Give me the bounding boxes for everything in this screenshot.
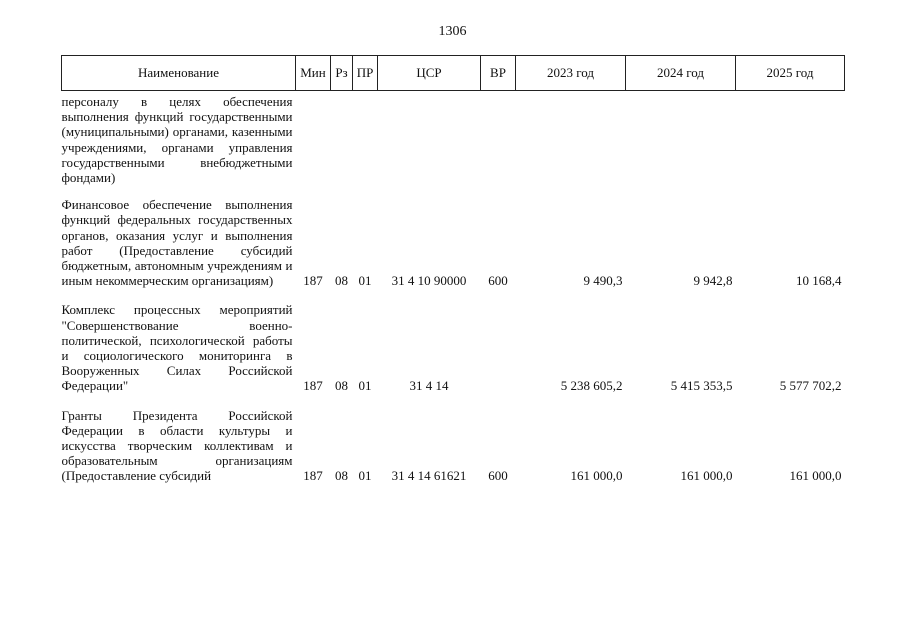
row-2024: 9 942,8 xyxy=(693,273,733,289)
column-header-2025: 2025 год xyxy=(736,56,845,91)
row-rz: 08 xyxy=(335,468,348,484)
column-header-csr: ЦСР xyxy=(378,56,481,91)
row-name: Гранты Президента Российской Федерации в области культуры и искусства творческим коллективам и образовательным организациям (Предоставление субсидий xyxy=(61,407,293,484)
table-row xyxy=(62,91,845,186)
table-row xyxy=(62,197,845,290)
row-2024: 5 415 353,5 xyxy=(670,378,733,394)
row-pr: 01 xyxy=(358,378,372,394)
row-2025: 5 577 702,2 xyxy=(779,378,842,394)
row-2025: 161 000,0 xyxy=(789,468,842,484)
row-2025: 10 168,4 xyxy=(796,273,842,289)
row-pr xyxy=(353,91,378,186)
table-row xyxy=(62,408,845,486)
row-rz: 08 xyxy=(335,273,348,289)
row-csr: 31 4 14 xyxy=(409,378,449,394)
row-vr: 600 xyxy=(488,273,508,289)
row-min: 187 xyxy=(303,468,323,484)
column-header-rz: Рз xyxy=(331,56,353,91)
column-header-2023: 2023 год xyxy=(516,56,626,91)
row-vr: 600 xyxy=(488,468,508,484)
row-2024 xyxy=(626,91,736,186)
row-csr xyxy=(378,91,481,186)
row-rz xyxy=(331,91,353,186)
row-name: персоналу в целях обеспечения выполнения функций государственными (муниципальными) органами, казенными учреждениями, органами управления государственными внебюджетными фондами) xyxy=(61,94,293,186)
column-header-vr: ВР xyxy=(481,56,516,91)
row-vr xyxy=(481,91,516,186)
row-2024: 161 000,0 xyxy=(680,468,733,484)
column-header-pr: ПР xyxy=(353,56,378,91)
row-2023 xyxy=(516,91,626,186)
row-pr: 01 xyxy=(358,468,372,484)
row-2025 xyxy=(736,91,845,186)
row-csr: 31 4 14 61621 xyxy=(391,468,467,484)
row-name: Финансовое обеспечение выполнения функций федеральных государственных органов, оказания услуг и выполнения работ (Предоставление субсидий бюджетным, автономным учреждениям и иным некоммерческим организациям) xyxy=(61,197,293,289)
row-rz: 08 xyxy=(335,378,348,394)
page-number: 1306 xyxy=(438,24,467,39)
row-csr: 31 4 10 90000 xyxy=(391,273,467,289)
row-2023: 5 238 605,2 xyxy=(560,378,623,394)
row-pr: 01 xyxy=(358,273,372,289)
column-header-min: Мин xyxy=(296,56,331,91)
row-2023: 9 490,3 xyxy=(583,273,623,289)
budget-table xyxy=(61,55,845,486)
table-row xyxy=(62,302,845,395)
table-header xyxy=(62,56,845,91)
row-min: 187 xyxy=(303,378,323,394)
row-min xyxy=(296,91,331,186)
row-name: Комплекс процессных мероприятий "Совершенствование военно-политической, психологической работы и социологического мониторинга в Вооруженных Силах Российской Федерации" xyxy=(61,302,293,394)
row-min: 187 xyxy=(303,273,323,289)
row-2023: 161 000,0 xyxy=(570,468,623,484)
column-header-name: Наименование xyxy=(62,56,296,91)
row-vr xyxy=(481,302,516,395)
column-header-2024: 2024 год xyxy=(626,56,736,91)
